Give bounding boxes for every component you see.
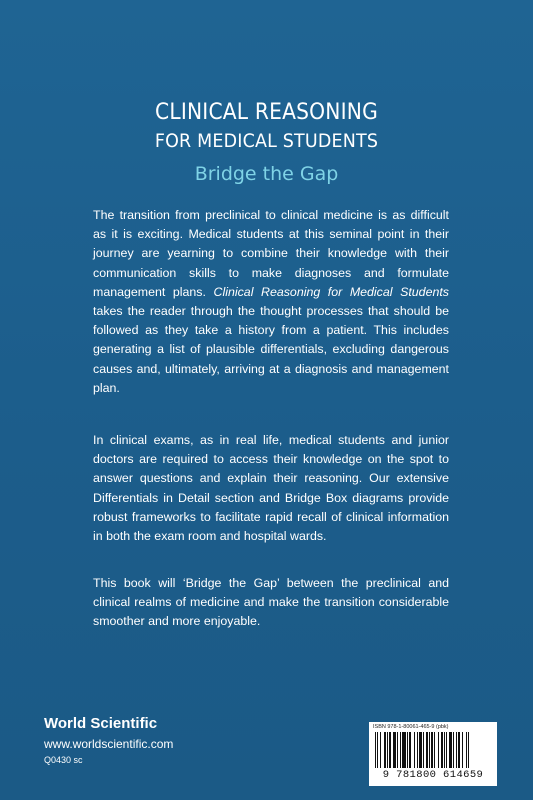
product-code: Q0430 sc — [44, 755, 83, 765]
blurb-paragraph-3: This book will ‘Bridge the Gap’ between the preclinical and clinical realms of medicine and make the transition considerable smoother and more enjoyable. — [93, 576, 449, 629]
blurb-paragraph-1 — [93, 206, 449, 398]
blurb-p1-book-title: Clinical Reasoning for Medical Students — [213, 284, 449, 299]
publisher-block — [44, 715, 173, 766]
book-title-line1: CLINICAL REASONING — [155, 100, 378, 125]
blurb-paragraph-2: In clinical exams, as in real life, medical students and junior doctors are required to access their knowledge on the spot to answer questions and explain their reasoning. Our extensive Differentials in Detail section and Bridge Box diagrams provide robust frameworks to facilitate rapid recall of clinical information in both the exam room and hospital wards. — [93, 433, 449, 544]
book-title-line2: FOR MEDICAL STUDENTS — [154, 130, 379, 152]
publisher-url: www.worldscientific.com — [44, 737, 174, 751]
blurb-p1-text: The transition from preclinical to clinical medicine is as difficult as it is exciting. Medical students at this seminal point in their journey are yearning to combine their knowledge with their communication skills to make diagnoses and formulate management plans. — [93, 208, 449, 299]
barcode-bars-icon — [373, 732, 493, 769]
isbn-barcode — [369, 722, 497, 786]
barcode-digits: 9 781800 614659 — [382, 769, 484, 781]
publisher-name: World Scientific — [44, 715, 158, 732]
book-subtitle: Bridge the Gap — [194, 163, 339, 185]
isbn-label: ISBN 978-1-80061-465-9 (pbk) — [373, 724, 449, 730]
blurb-p1-text-cont: takes the reader through the thought processes that should be followed as they take a history from a patient. This includes generating a list of plausible differentials, excluding dangerous causes and, ultimately, arriving at a diagnosis and management plan. — [93, 304, 449, 395]
